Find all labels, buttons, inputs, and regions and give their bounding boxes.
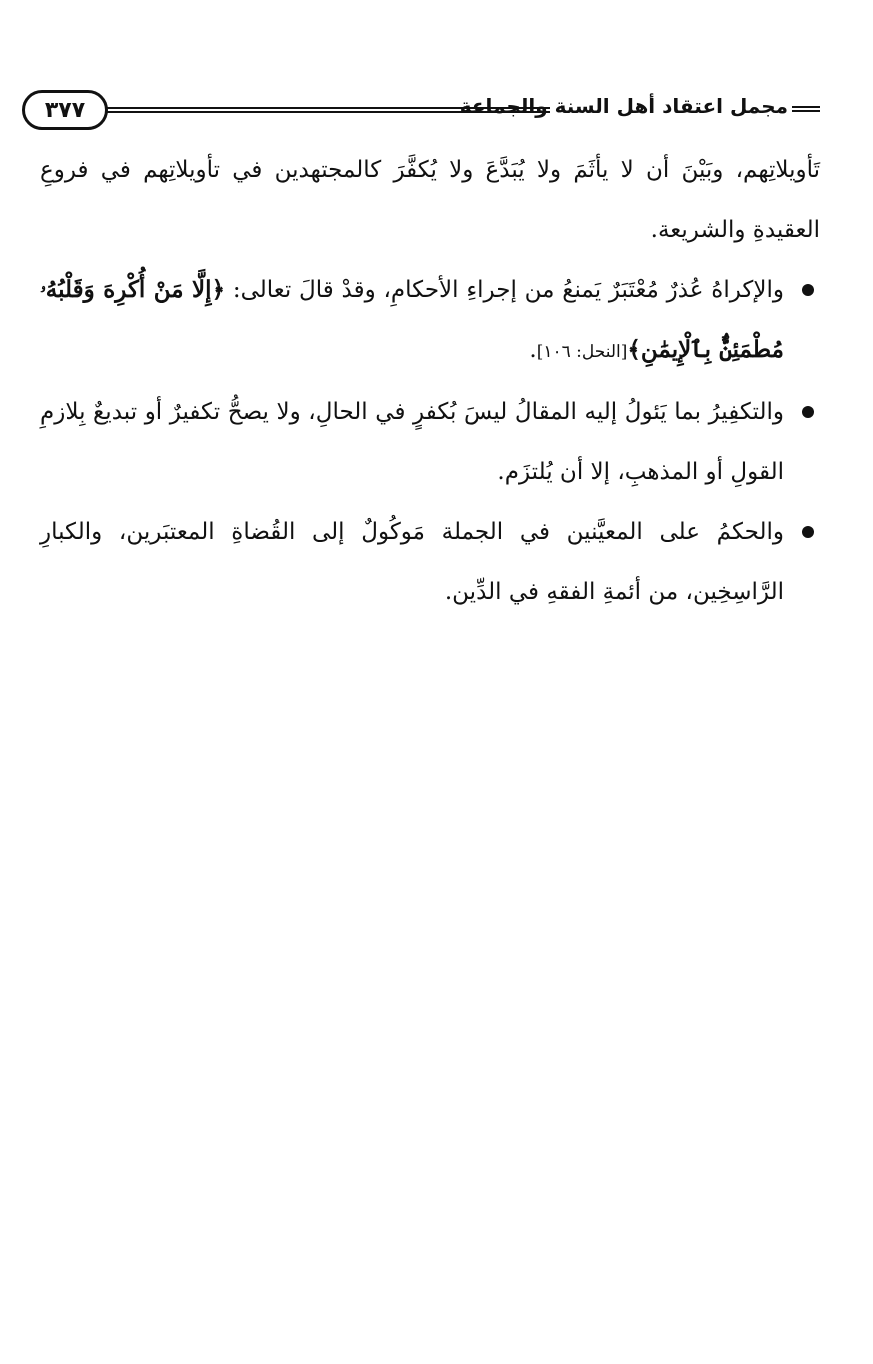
bullet-dot [802, 526, 814, 538]
header-dash [792, 106, 820, 112]
bullet-dot [802, 284, 814, 296]
page-number: ٣٧٧ [22, 90, 108, 130]
quran-verse: ﴿إِلَّا مَنْ أُكْرِهَ وَقَلْبُهُۥ مُطْمَئِنٌّۢ بِٱلْإِيمَٰنِ﴾ [40, 276, 784, 363]
list-item-text: والحكمُ على المعيَّنين في الجملة مَوكُولٌ إلى القُضاةِ المعتبَرين، والكبارِ الرَّاسِخِين، من أئمةِ الفقهِ في الدِّين. [40, 519, 784, 605]
page-body [40, 140, 820, 622]
list-item [40, 382, 820, 502]
list-item-text: والإكراهُ عُذرٌ مُعْتَبَرٌ يَمنعُ من إجراءِ الأحكامِ، وقدْ قالَ تعالى: [225, 277, 784, 303]
list-item [40, 260, 820, 382]
list-item-end: . [529, 337, 537, 363]
bullet-dot [802, 406, 814, 418]
list-item-text: والتكفِيرُ بما يَئولُ إليه المقالُ ليسَ بُكفرٍ في الحالِ، ولا يصحُّ تكفيرٌ أو تبديعٌ بِلازمِ القولِ أو المذهبِ، إلا أن يُلتزَم. [40, 399, 784, 485]
intro-paragraph: تَأويلاتِهم، وبَيْنَ أن لا يأثَمَ ولا يُبَدَّعَ ولا يُكفَّرَ كالمجتهدين في تأويلاتِهم في فروعِ العقيدةِ والشريعة. [40, 157, 820, 243]
running-header [22, 84, 824, 140]
list-item [40, 502, 820, 622]
verse-citation: [النحل: ١٠٦] [536, 342, 628, 362]
running-title: مجمل اعتقاد أهل السنة والجماعة [459, 94, 788, 118]
